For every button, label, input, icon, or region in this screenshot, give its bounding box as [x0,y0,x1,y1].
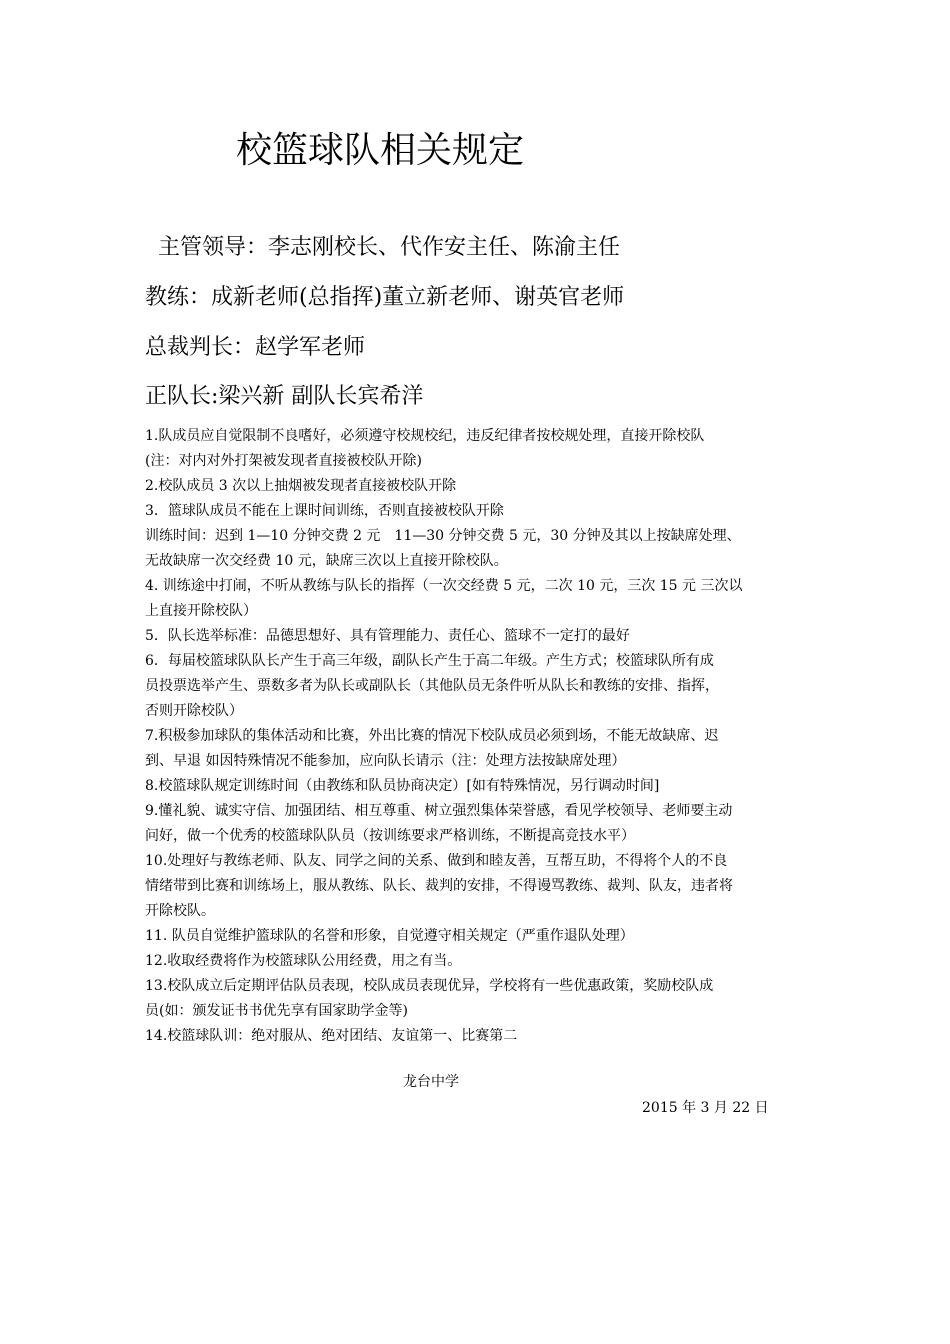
rule-line: 员投票选举产生、票数多者为队长或副队长（其他队员无条件听从队长和教练的安排、指挥， [145,678,719,694]
captains-line: 正队长:梁兴新 副队长宾希洋 [145,384,424,409]
rule-line: 10.处理好与教练老师、队友、同学之间的关系、做到和睦友善，互帮互助，不得将个人的不良 [145,853,728,869]
rule-line: 1.队成员应自觉限制不良嗜好，必须遵守校规校纪，违反纪律者按校规处理，直接开除校队 [145,428,705,444]
rule-line: 上直接开除校队） [145,603,257,619]
rule-line: 2.校队成员 3 次以上抽烟被发现者直接被校队开除 [145,478,457,494]
rule-line: 无故缺席一次交经费 10 元，缺席三次以上直接开除校队。 [145,553,508,569]
rule-line: 情绪带到比赛和训练场上，服从教练、队长、裁判的安排，不得谩骂教练、裁判、队友，违者将 [145,878,733,894]
coaches-line: 教练：成新老师(总指挥)董立新老师、谢英官老师 [145,285,625,310]
rule-line: 6．每届校篮球队队长产生于高三年级，副队长产生于高二年级。产生方式；校篮球队所有成 [145,653,714,669]
rule-line: 否则开除校队） [145,703,243,719]
rules-list [145,424,810,1049]
rule-line: 开除校队。 [145,903,215,919]
rule-line: 7.积极参加球队的集体活动和比赛，外出比赛的情况下校队成员必须到场，不能无故缺席、迟 [145,728,719,744]
rule-line: 13.校队成立后定期评估队员表现，校队成员表现优异，学校将有一些优惠政策，奖励校队成 [145,978,714,994]
chief-referee-line: 总裁判长：赵学军老师 [145,335,366,360]
rule-line: 11. 队员自觉维护篮球队的名誉和形象，自觉遵守相关规定（严重作退队处理） [145,928,634,944]
rule-line: 训练时间：迟到 1—10 分钟交费 2 元 11—30 分钟交费 5 元，30 分钟及其以上按缺席处理、 [145,528,741,544]
rule-line: 员(如：颁发证书书优先享有国家助学金等) [145,1003,408,1019]
rule-line: 4. 训练途中打闹，不听从教练与队长的指挥（一次交经费 5 元，二次 10 元，三次 15 元 三次以 [145,578,743,594]
rule-line: 8.校篮球队规定训练时间（由教练和队员协商决定）[如有特殊情况，另行调动时间] [145,778,660,794]
leaders-line: 主管领导：李志刚校长、代作安主任、陈渝主任 [158,235,621,260]
rule-line: 问好，做一个优秀的校篮球队队员（按训练要求严格训练，不断提高竞技水平） [145,828,635,844]
document-date: 2015 年 3 月 22 日 [642,1100,769,1116]
document-title: 校篮球队相关规定 [236,130,525,171]
rule-line: (注：对内对外打架被发现者直接被校队开除) [145,453,422,469]
rule-line: 到、早退 如因特殊情况不能参加，应向队长请示（注：处理方法按缺席处理） [145,753,626,769]
rule-line: 12.收取经费将作为校篮球队公用经费，用之有当。 [145,953,462,969]
rule-line: 14.校篮球队训：绝对服从、绝对团结、友谊第一、比赛第二 [145,1028,518,1044]
school-signature: 龙台中学 [403,1074,459,1090]
rule-line: 5．队长选举标准：品德思想好、具有管理能力、责任心、篮球不一定打的最好 [145,628,630,644]
rule-line: 9.懂礼貌、诚实守信、加强团结、相互尊重、树立强烈集体荣誉感，看见学校领导、老师要主动 [145,803,733,819]
rule-line: 3．篮球队成员不能在上课时间训练，否则直接被校队开除 [145,503,504,519]
